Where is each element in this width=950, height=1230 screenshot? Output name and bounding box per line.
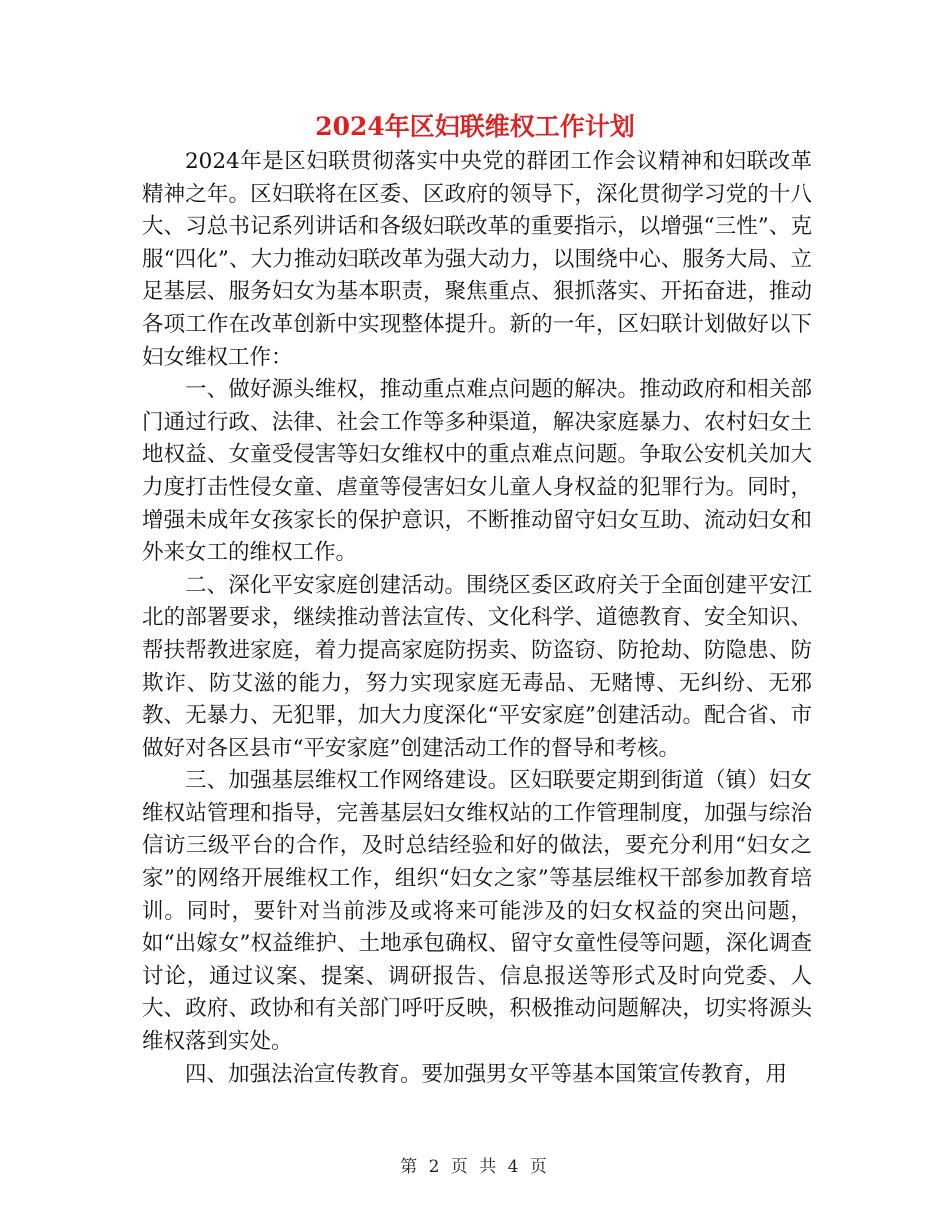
document-body bbox=[142, 146, 812, 1091]
page-footer: 第 2 页 共 4 页 bbox=[400, 1157, 550, 1177]
paragraph-section-2: 二、深化平安家庭创建活动。围绕区委区政府关于全面创建平安江北的部署要求，继续推动普法宣传、文化科学、道德教育、安全知识、帮扶帮教进家庭，着力提高家庭防拐卖、防盗窃、防抢劫、防隐患、防欺诈、防艾滋的能力，努力实现家庭无毒品、无赌博、无纠纷、无邪教、无暴力、无犯罪，加大力度深化“平安家庭”创建活动。配合省、市做好对各区县市“平安家庭”创建活动工作的督导和考核。 bbox=[142, 572, 812, 761]
paragraph-intro: 2024年是区妇联贯彻落实中央党的群团工作会议精神和妇联改革精神之年。区妇联将在区委、区政府的领导下，深化贯彻学习党的十八大、习总书记系列讲话和各级妇联改革的重要指示，以增强“三性”、克服“四化”、大力推动妇联改革为强大动力，以围绕中心、服务大局、立足基层、服务妇女为基本职责，聚焦重点、狠抓落实、开拓奋进，推动各项工作在改革创新中实现整体提升。新的一年，区妇联计划做好以下妇女维权工作： bbox=[142, 149, 812, 370]
paragraph-section-3: 三、加强基层维权工作网络建设。区妇联要定期到街道（镇）妇女维权站管理和指导，完善基层妇女维权站的工作管理制度，加强与综治信访三级平台的合作，及时总结经验和好的做法，要充分利用“妇女之家”的网络开展维权工作，组织“妇女之家”等基层维权干部参加教育培训。同时，要针对当前涉及或将来可能涉及的妇女权益的突出问题，如“出嫁女”权益维护、土地承包确权、留守女童性侵等问题，深化调查讨论，通过议案、提案、调研报告、信息报送等形式及时向党委、人大、政府、政协和有关部门呼吁反映，积极推动问题解决，切实将源头维权落到实处。 bbox=[142, 768, 812, 1055]
document-title: 2024年区妇联维权工作计划 bbox=[315, 112, 635, 141]
paragraph-section-1: 一、做好源头维权，推动重点难点问题的解决。推动政府和相关部门通过行政、法律、社会工作等多种渠道，解决家庭暴力、农村妇女土地权益、女童受侵害等妇女维权中的重点难点问题。争取公安机关加大力度打击性侵女童、虐童等侵害妇女儿童人身权益的犯罪行为。同时，增强未成年女孩家长的保护意识，不断推动留守妇女互助、流动妇女和外来女工的维权工作。 bbox=[142, 377, 812, 566]
paragraph-section-4: 四、加强法治宣传教育。要加强男女平等基本国策宣传教育，用 bbox=[185, 1061, 788, 1087]
